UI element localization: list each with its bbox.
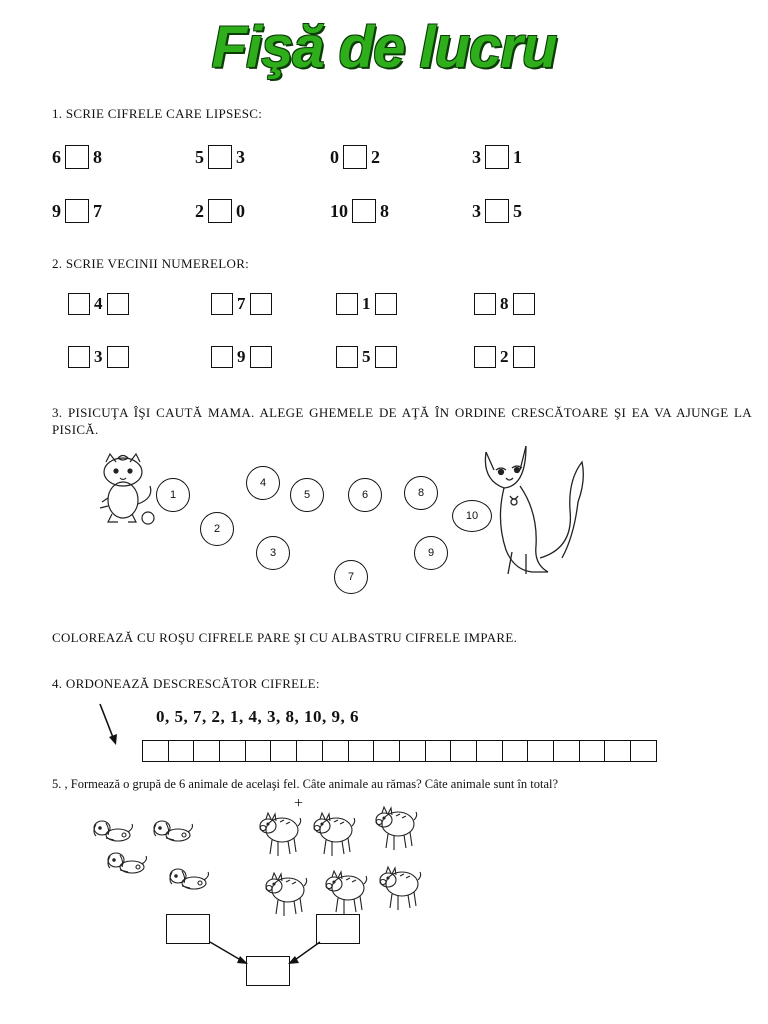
answer-box[interactable] <box>485 145 509 169</box>
grid-cell[interactable] <box>349 740 375 762</box>
neighbor-number: 5 <box>362 347 371 366</box>
number-before: 3 <box>472 200 481 221</box>
worksheet-title: Fişă de lucru <box>211 15 557 80</box>
answer-box-before[interactable] <box>68 346 90 368</box>
grid-cell[interactable] <box>400 740 426 762</box>
answer-box-after[interactable] <box>250 293 272 315</box>
grid-cell[interactable] <box>323 740 349 762</box>
number-after: 8 <box>93 146 102 167</box>
numbers-to-order: 0, 5, 7, 2, 1, 4, 3, 8, 10, 9, 6 <box>156 707 359 726</box>
neighbor-number: 3 <box>94 347 103 366</box>
answer-box-after[interactable] <box>513 346 535 368</box>
yarn-ball[interactable]: 6 <box>348 478 382 512</box>
neighbor-number: 1 <box>362 294 371 313</box>
grid-cell[interactable] <box>503 740 529 762</box>
grid-cell[interactable] <box>374 740 400 762</box>
answer-box[interactable] <box>208 145 232 169</box>
pig-icon <box>264 868 308 925</box>
grid-cell[interactable] <box>169 740 195 762</box>
number-before: 2 <box>195 200 204 221</box>
yarn-ball[interactable]: 8 <box>404 476 438 510</box>
number-before: 5 <box>195 146 204 167</box>
grid-cell[interactable] <box>220 740 246 762</box>
ex4-heading: 4. ORDONEAZĂ DESCRESCĂTOR CIFRELE: <box>52 676 320 691</box>
grid-cell[interactable] <box>143 740 169 762</box>
neighbor-item <box>68 293 129 315</box>
plus-sign: + <box>294 795 304 812</box>
grid-cell[interactable] <box>477 740 503 762</box>
missing-number-item <box>195 199 245 223</box>
yarn-ball[interactable]: 10 <box>452 500 492 532</box>
answer-box-after[interactable] <box>375 346 397 368</box>
neighbor-number: 2 <box>500 347 509 366</box>
pig-icon <box>374 802 418 859</box>
grid-cell[interactable] <box>426 740 452 762</box>
pig-icon <box>258 808 302 865</box>
yarn-ball[interactable]: 1 <box>156 478 190 512</box>
kitten-illustration <box>92 452 158 528</box>
missing-number-item <box>472 145 522 169</box>
neighbor-item <box>336 293 397 315</box>
number-after: 8 <box>380 200 389 221</box>
answer-box[interactable] <box>208 199 232 223</box>
neighbor-item <box>474 293 535 315</box>
answer-box[interactable] <box>65 145 89 169</box>
neighbor-number: 8 <box>500 294 509 313</box>
answer-box-after[interactable] <box>250 346 272 368</box>
number-after: 2 <box>371 146 380 167</box>
number-after: 0 <box>236 200 245 221</box>
answer-box-after[interactable] <box>107 346 129 368</box>
answer-box[interactable] <box>485 199 509 223</box>
answer-box-after[interactable] <box>513 293 535 315</box>
ex3-instruction: COLOREAZĂ CU ROŞU CIFRELE PARE ŞI CU ALBASTRU CIFRELE IMPARE. <box>52 630 518 645</box>
grid-cell[interactable] <box>271 740 297 762</box>
grid-cell[interactable] <box>246 740 272 762</box>
mother-cat-illustration <box>474 440 590 580</box>
grid-cell[interactable] <box>554 740 580 762</box>
ordering-grid <box>142 740 657 762</box>
grid-cell[interactable] <box>528 740 554 762</box>
answer-box-before[interactable] <box>211 346 233 368</box>
arrow-down-icon <box>96 700 122 748</box>
pig-icon <box>312 808 356 865</box>
grid-cell[interactable] <box>605 740 631 762</box>
number-before: 0 <box>330 146 339 167</box>
missing-number-item <box>52 199 102 223</box>
yarn-ball[interactable]: 2 <box>200 512 234 546</box>
number-after: 1 <box>513 146 522 167</box>
ex1-heading: 1. SCRIE CIFRELE CARE LIPSESC: <box>52 106 263 121</box>
answer-box[interactable] <box>352 199 376 223</box>
neighbor-item <box>474 346 535 368</box>
answer-box-before[interactable] <box>211 293 233 315</box>
ex2-heading: 2. SCRIE VECINII NUMERELOR: <box>52 256 250 271</box>
yarn-ball[interactable]: 7 <box>334 560 368 594</box>
neighbor-item <box>336 346 397 368</box>
dog-icon <box>166 866 210 897</box>
grid-cell[interactable] <box>297 740 323 762</box>
missing-number-item <box>472 199 522 223</box>
ex3-heading: 3. PISICUŢA ÎŞI CAUTĂ MAMA. ALEGE GHEMELE DE AŢĂ ÎN ORDINE CRESCĂTOARE ŞI EA VA AJUNGE LA PISICĂ. <box>52 405 752 437</box>
neighbor-item <box>211 346 272 368</box>
number-after: 7 <box>93 200 102 221</box>
grid-cell[interactable] <box>580 740 606 762</box>
answer-box-before[interactable] <box>474 346 496 368</box>
number-after: 3 <box>236 146 245 167</box>
answer-box-before[interactable] <box>336 346 358 368</box>
answer-box-before[interactable] <box>68 293 90 315</box>
dog-icon <box>104 850 148 881</box>
neighbor-number: 4 <box>94 294 103 313</box>
missing-number-item <box>52 145 102 169</box>
neighbor-item <box>68 346 129 368</box>
answer-box-before[interactable] <box>336 293 358 315</box>
ex5-heading: 5. , Formează o grupă de 6 animale de acelaşi fel. Câte animale au rămas? Câte animale sunt în total? <box>52 777 559 791</box>
yarn-ball[interactable]: 9 <box>414 536 448 570</box>
missing-number-item <box>195 145 245 169</box>
missing-number-item <box>330 199 389 223</box>
yarn-ball[interactable]: 3 <box>256 536 290 570</box>
connector-arrows <box>200 940 330 970</box>
missing-number-item <box>330 145 380 169</box>
number-before: 10 <box>330 200 348 221</box>
number-before: 6 <box>52 146 61 167</box>
grid-cell[interactable] <box>194 740 220 762</box>
yarn-ball[interactable]: 4 <box>246 466 280 500</box>
number-before: 3 <box>472 146 481 167</box>
neighbor-number: 9 <box>237 347 246 366</box>
number-after: 5 <box>513 200 522 221</box>
answer-box[interactable] <box>343 145 367 169</box>
neighbor-number: 7 <box>237 294 246 313</box>
grid-cell[interactable] <box>451 740 477 762</box>
pig-icon <box>378 862 422 919</box>
answer-box-after[interactable] <box>107 293 129 315</box>
answer-box[interactable] <box>65 199 89 223</box>
grid-cell[interactable] <box>631 740 657 762</box>
answer-box-after[interactable] <box>375 293 397 315</box>
dog-icon <box>90 818 134 849</box>
answer-box-before[interactable] <box>474 293 496 315</box>
dog-icon <box>150 818 194 849</box>
yarn-ball[interactable]: 5 <box>290 478 324 512</box>
neighbor-item <box>211 293 272 315</box>
number-before: 9 <box>52 200 61 221</box>
